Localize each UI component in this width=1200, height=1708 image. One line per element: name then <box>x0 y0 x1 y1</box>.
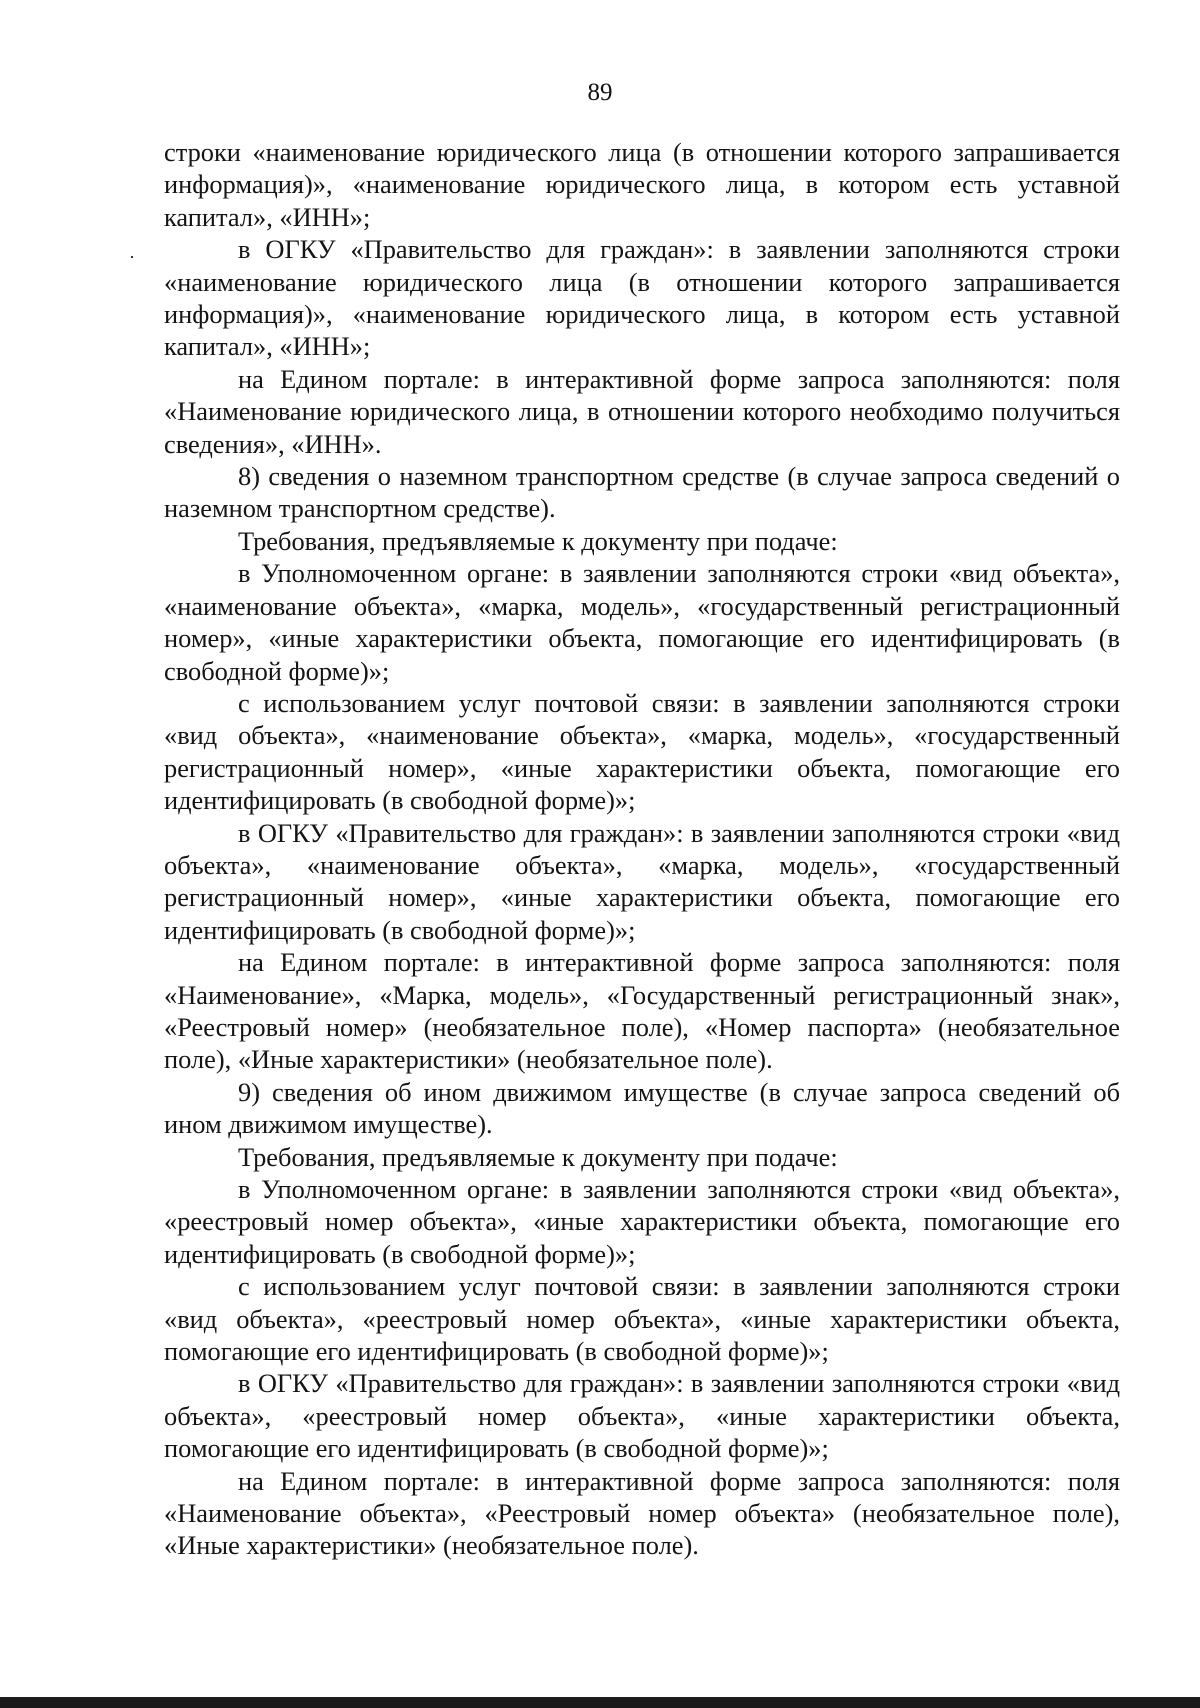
paragraph-3: 8) сведения о наземном транспортном средстве (в случае запроса сведений о наземном транспортном средстве). <box>164 461 1120 524</box>
paragraph-0: строки «наименование юридического лица (в отношении которого запрашивается информация)», «наименование юридического лица, в котором есть уставной капитал», «ИНН»; <box>164 137 1120 232</box>
paragraph-13: в ОГКУ «Правительство для граждан»: в заявлении заполняются строки «вид объекта», «реестровый номер объекта», «иные характеристики объекта, помогающие его идентифицировать (в свободной форме)»; <box>164 1368 1120 1464</box>
paragraph-10: Требования, предъявляемые к документу при подаче: <box>238 1141 838 1172</box>
scan-edge-bar <box>0 1697 1200 1708</box>
paragraph-4: Требования, предъявляемые к документу при подаче: <box>238 525 838 556</box>
page-number: 89 <box>587 79 613 106</box>
paragraph-7: в ОГКУ «Правительство для граждан»: в заявлении заполняются строки «вид объекта», «наименование объекта», «марка, модель», «государственный регистрационный номер», «иные характеристики объекта, помогающие его идентифицировать (в свободной форме)»; <box>164 817 1120 945</box>
paragraph-1: в ОГКУ «Правительство для граждан»: в заявлении заполняются строки «наименование юридического лица (в отношении которого запрашивается информация)», «наименование юридического лица, в котором есть уставной капитал», «ИНН»; <box>164 234 1120 362</box>
paragraph-2: на Едином портале: в интерактивной форме запроса заполняются: поля «Наименование юридического лица, в отношении которого необходимо получиться сведения», «ИНН». <box>164 363 1120 459</box>
paragraph-6: с использованием услуг почтовой связи: в заявлении заполняются строки «вид объекта», «наименование объекта», «марка, модель», «государственный регистрационный номер», «иные характеристики объекта, помогающие его идентифицировать (в свободной форме)»; <box>164 687 1120 816</box>
paragraph-14: на Едином портале: в интерактивной форме запроса заполняются: поля «Наименование объекта», «Реестровый номер объекта» (необязательное поле), «Иные характеристики» (необязательное поле). <box>164 1465 1120 1561</box>
document-body <box>164 136 1120 1562</box>
paragraph-11: в Уполномоченном органе: в заявлении заполняются строки «вид объекта», «реестровый номер объекта», «иные характеристики объекта, помогающие его идентифицировать (в свободной форме)»; <box>164 1174 1120 1269</box>
paragraph-8: на Едином портале: в интерактивной форме запроса заполняются: поля «Наименование», «Марка, модель», «Государственный регистрационный знак», «Реестровый номер» (необязательное поле), «Номер паспорта» (необязательное поле), «Иные характеристики» (необязательное поле). <box>164 947 1120 1075</box>
paragraph-5: в Уполномоченном органе: в заявлении заполняются строки «вид объекта», «наименование объекта», «марка, модель», «государственный регистрационный номер», «иные характеристики объекта, помогающие его идентифицировать (в свободной форме)»; <box>164 558 1120 686</box>
scan-speck <box>131 256 133 258</box>
paragraph-12: с использованием услуг почтовой связи: в заявлении заполняются строки «вид объекта», «реестровый номер объекта», «иные характеристики объекта, помогающие его идентифицировать (в свободной форме)»; <box>164 1271 1120 1367</box>
paragraph-9: 9) сведения об ином движимом имуществе (в случае запроса сведений об ином движимом имуществе). <box>164 1076 1120 1140</box>
